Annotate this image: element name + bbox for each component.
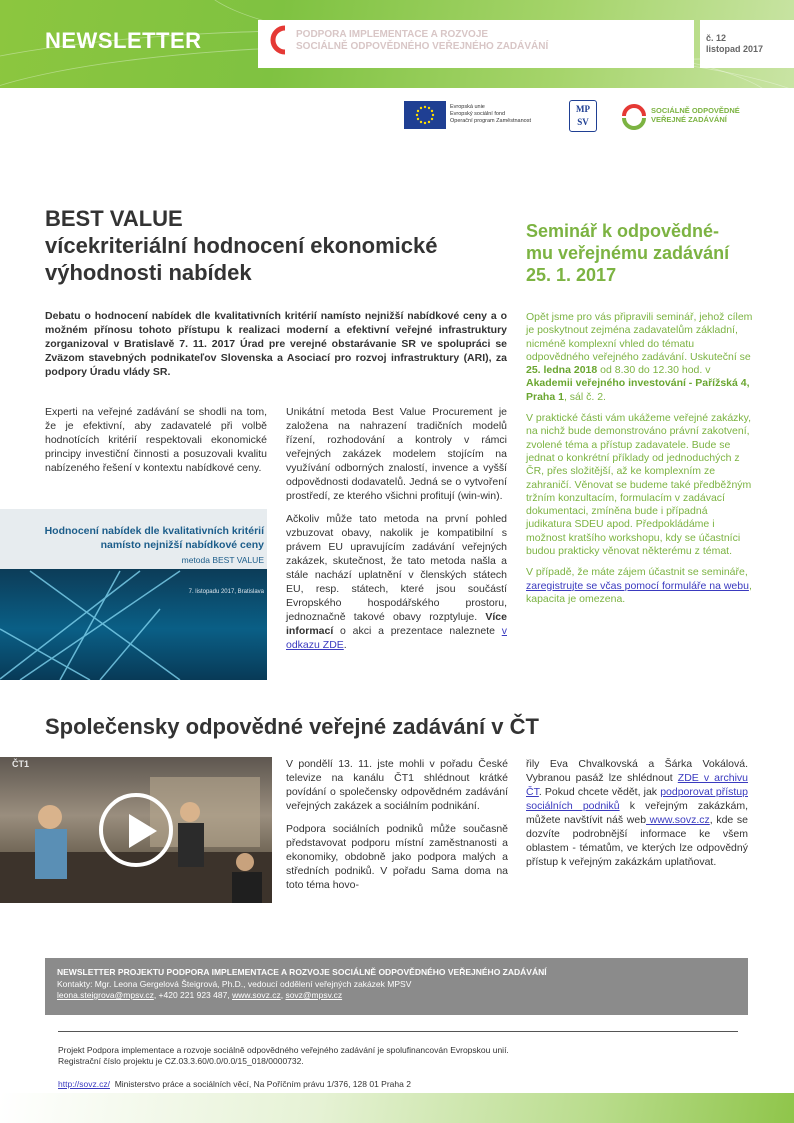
- footer-contact-links: [57, 990, 736, 1001]
- article-paragraph: [286, 512, 507, 652]
- issue-info: [706, 33, 763, 55]
- sovz-logo-line1: SOCIÁLNĚ ODPOVĚDNÉ: [651, 106, 740, 115]
- eu-flag-icon: [404, 101, 446, 129]
- site-link[interactable]: http://sovz.cz/: [58, 1079, 110, 1089]
- footer-project-line2: Registrační číslo projektu je CZ.03.3.60/0.0/0.0/15_018/0000732.: [58, 1056, 304, 1066]
- channel-logo: ČT1: [12, 759, 30, 769]
- seminar-title-line1: Seminář k odpovědné-: [526, 221, 720, 241]
- sovz-web-link[interactable]: www.sovz.cz: [646, 814, 710, 826]
- sovz-logo-icon: [620, 102, 648, 130]
- section2-paragraph: Podpora sociálních podniků může současně představovat podporu místní zaměstnanosti a ekonomiky, obdobně jako podpora malých a středních podniků. V pořadu Sama doma na toto téma hovo-: [286, 823, 508, 891]
- article-column-1: [45, 405, 267, 484]
- seminar-text: [526, 311, 754, 614]
- section2-text-part: , kde se dozvíte podrobnější informace ke všem oblastem - tématům, ve kterých lze odpovědný přístup k veřejným zakázkám uplatňovat.: [526, 814, 748, 868]
- issue-number: č. 12: [706, 33, 727, 43]
- video-thumbnail[interactable]: [0, 757, 272, 903]
- eu-text-line1: Evropská unie: [450, 104, 485, 110]
- section2-column-1: [286, 757, 508, 892]
- zde-link[interactable]: v odkazu ZDE: [286, 625, 507, 651]
- email-link[interactable]: leona.steigrova@mpsv.cz: [57, 990, 154, 1000]
- section2-text-part: . Pokud chcete vědět, jak: [538, 786, 661, 798]
- section2-paragraph: V pondělí 13. 11. jste mohli v pořadu České televize na kanálu ČT1 shlédnout krátké povídání o společensky odpovědném zadávání veřejných zakázek a sociálním podnikání.: [286, 758, 508, 812]
- bottom-band: [0, 1093, 794, 1123]
- section2-text-part: řily Eva Chvalkovská a Šárka Vokálová. Vybranou pasáž lze shlédnout: [526, 758, 748, 784]
- footer-contact-box: [45, 958, 748, 1015]
- article-column-2: [286, 405, 507, 661]
- newsletter-label: NEWSLETTER: [45, 28, 202, 53]
- section2-paragraph: [526, 757, 748, 869]
- more-info-text: o akci a prezentace naleznete: [333, 625, 502, 637]
- article-lead: Debatu o hodnocení nabídek dle kvalitativních kritérií namísto nejnižší nabídkové ceny a o možném přínosu tohoto přístupu k realizaci moderní a efektivní veřejné infrastruktury zorganizoval v Bratislavě 7. 11. 2017 Úrad pre verejné obstarávanie SR ve spolupráci se Zväzom stavebných podnikateľov Slovenska a Asociací pro rozvoj infrastruktury (ARI), za podpory Úradu vlády SR.: [45, 310, 507, 378]
- footer-phone: , +420 221 923 487,: [153, 990, 233, 1000]
- web-link[interactable]: www.sovz.cz: [232, 990, 281, 1000]
- bv-image-date: 7. listopadu 2017, Bratislava: [188, 589, 264, 595]
- bv-image-title: [6, 524, 264, 552]
- bv-image-subtitle: metoda BEST VALUE: [181, 555, 264, 565]
- article-paragraph: Unikátní metoda Best Value Procurement je založena na nahrazení tradičních modelů řízení, rozhodování a kontroly v rámci veřejných zakázek modelem stojícím na využívání odborných znalostí, invence a vyšší odpovědnosti dodavatelů. Jedná se o vytvoření prostředí, ze kterého všichni profitují (win-win).: [286, 406, 507, 502]
- more-info-end: .: [343, 639, 347, 651]
- project-name: [296, 29, 548, 53]
- play-icon[interactable]: [99, 793, 173, 867]
- sovz-logo-text: [651, 106, 740, 124]
- footer-project-line1: Projekt Podpora implementace a rozvoje sociálně odpovědného veřejného zadávání je spolufinancován Evropskou unií.: [58, 1045, 509, 1055]
- seminar-paragraph: [526, 311, 754, 404]
- seminar-title-line2: mu veřejnému zadávání: [526, 243, 730, 263]
- project-logo-icon: [265, 24, 291, 56]
- article-paragraph-text: Ačkoliv může tato metoda na první pohled vzbuzovat obavy, nakolik je kompatibilní s právem EU upravujícím zadávání veřejných zakázek, skutečnost, že tato metoda našla a stále nachází uplatnění v členských státech EU, resp. státech, které jsou součástí Evropského hospodářského prostoru, jednoznačně takové obavy rozptyluje.: [286, 513, 507, 623]
- seminar-text-part: , kapacita je omezena.: [526, 579, 752, 605]
- seminar-place: Akademii veřejného investování - Pařížská 4, Praha 1: [526, 377, 750, 403]
- section2-column-2: [526, 757, 748, 878]
- seminar-date: 25. ledna 2018: [526, 364, 598, 377]
- seminar-paragraph: [526, 566, 754, 606]
- eu-text-line3: Operační program Zaměstnanost: [450, 118, 532, 124]
- email-link-sovz[interactable]: sovz@mpsv.cz: [285, 990, 343, 1000]
- sovz-logo-line2: VEŘEJNÉ ZADÁVÁNÍ: [651, 115, 727, 124]
- mpsv-logo-line2: SV: [577, 117, 589, 127]
- bv-image-title-line2: namísto nejnižší nabídkové ceny: [100, 539, 264, 551]
- footer-title: NEWSLETTER PROJEKTU PODPORA IMPLEMENTACE A ROZVOJE SOCIÁLNĚ ODPOVĚDNÉHO VEŘEJNÉHO ZADÁVÁNÍ: [57, 967, 547, 977]
- footer-separator: ,: [280, 990, 286, 1000]
- project-name-line1: PODPORA IMPLEMENTACE A ROZVOJE: [296, 29, 489, 40]
- article-paragraph: Experti na veřejné zadávání se shodli na tom, že je efektivní, aby zadavatelé při volbě hodnotících kritérií respektovali ekonomické principy investiční činnosti a posuzovali kvalitu nabízeného řešení v kontextu nabídkové ceny.: [45, 406, 267, 474]
- article-title: [45, 205, 515, 286]
- footer-address-text: Ministerstvo práce a sociálních věcí, Na Poříčním právu 1/376, 128 01 Praha 2: [109, 1079, 411, 1089]
- best-value-image: [0, 509, 267, 680]
- footer-address: [58, 1079, 411, 1089]
- ct-archive-link[interactable]: ZDE v archivu ČT: [526, 772, 748, 798]
- footer-divider: [58, 1031, 738, 1032]
- project-name-line2: SOCIÁLNĚ ODPOVĚDNÉHO VEŘEJNÉHO ZADÁVÁNÍ: [296, 41, 549, 52]
- footer-project-info: [58, 1045, 509, 1067]
- issue-date: listopad 2017: [706, 44, 764, 54]
- footer-contacts: Kontakty: Mgr. Leona Gergelová Šteigrová, Ph.D., vedoucí oddělení veřejných zakázek MPSV: [57, 979, 412, 989]
- bv-image-title-line1: Hodnocení nabídek dle kvalitativních kritérií: [44, 525, 264, 537]
- section-title: Společensky odpovědné veřejné zadávání v ČT: [45, 714, 539, 739]
- eu-logo-text: [450, 104, 531, 125]
- seminar-text-part: V případě, že máte zájem účastnit se semináře,: [526, 566, 748, 579]
- seminar-text-part: od 8.30 do 12.30 hod. v: [597, 364, 711, 377]
- registration-link[interactable]: zaregistrujte se včas pomocí formuláře na webu: [526, 579, 749, 592]
- seminar-text-part: , sál č. 2.: [563, 390, 606, 403]
- seminar-title-line3: 25. 1. 2017: [526, 265, 617, 285]
- social-enterprise-link[interactable]: podporovat přístup sociálních podniků: [526, 786, 748, 812]
- section2-text-part: k veřejným zakázkám, můžete navštívit náš web: [526, 800, 749, 826]
- seminar-paragraph: V praktické části vám ukážeme veřejné zakázky, na nichž bude demonstrováno právní zakotvení, zvolené téma a přístup zadavatele. Bude se jednat o konkrétní příklady od jednoduchých z ČR, přes složitější, až ke komplexním ze zahraničí. Věnovat se budeme také předběžným tržním konzultacím, formulacím v zadávací dokumentaci, zmíněna bude i případná judikatura SDEU apod. Předpokládáme i možnost kratšího workshopu, kdy se účastníci budou prakticky věnovat některému z témat.: [526, 412, 752, 558]
- mpsv-logo: [569, 100, 597, 132]
- seminar-text-part: Opět jsme pro vás připravili seminář, jehož cílem je poskytnout zejména zadavatelům základní, nicméně komplexní vhled do tématu odpovědného veřejného zadávání. Uskuteční se: [526, 311, 753, 363]
- article-title-line2: vícekriteriální hodnocení ekonomické: [45, 233, 438, 258]
- seminar-title: [526, 220, 776, 286]
- mpsv-logo-line1: MP: [576, 104, 590, 114]
- article-title-line1: BEST VALUE: [45, 206, 183, 231]
- more-info-label: Více informací: [286, 611, 507, 637]
- article-title-line3: výhodnosti nabídek: [45, 260, 252, 285]
- eu-text-line2: Evropský sociální fond: [450, 111, 506, 117]
